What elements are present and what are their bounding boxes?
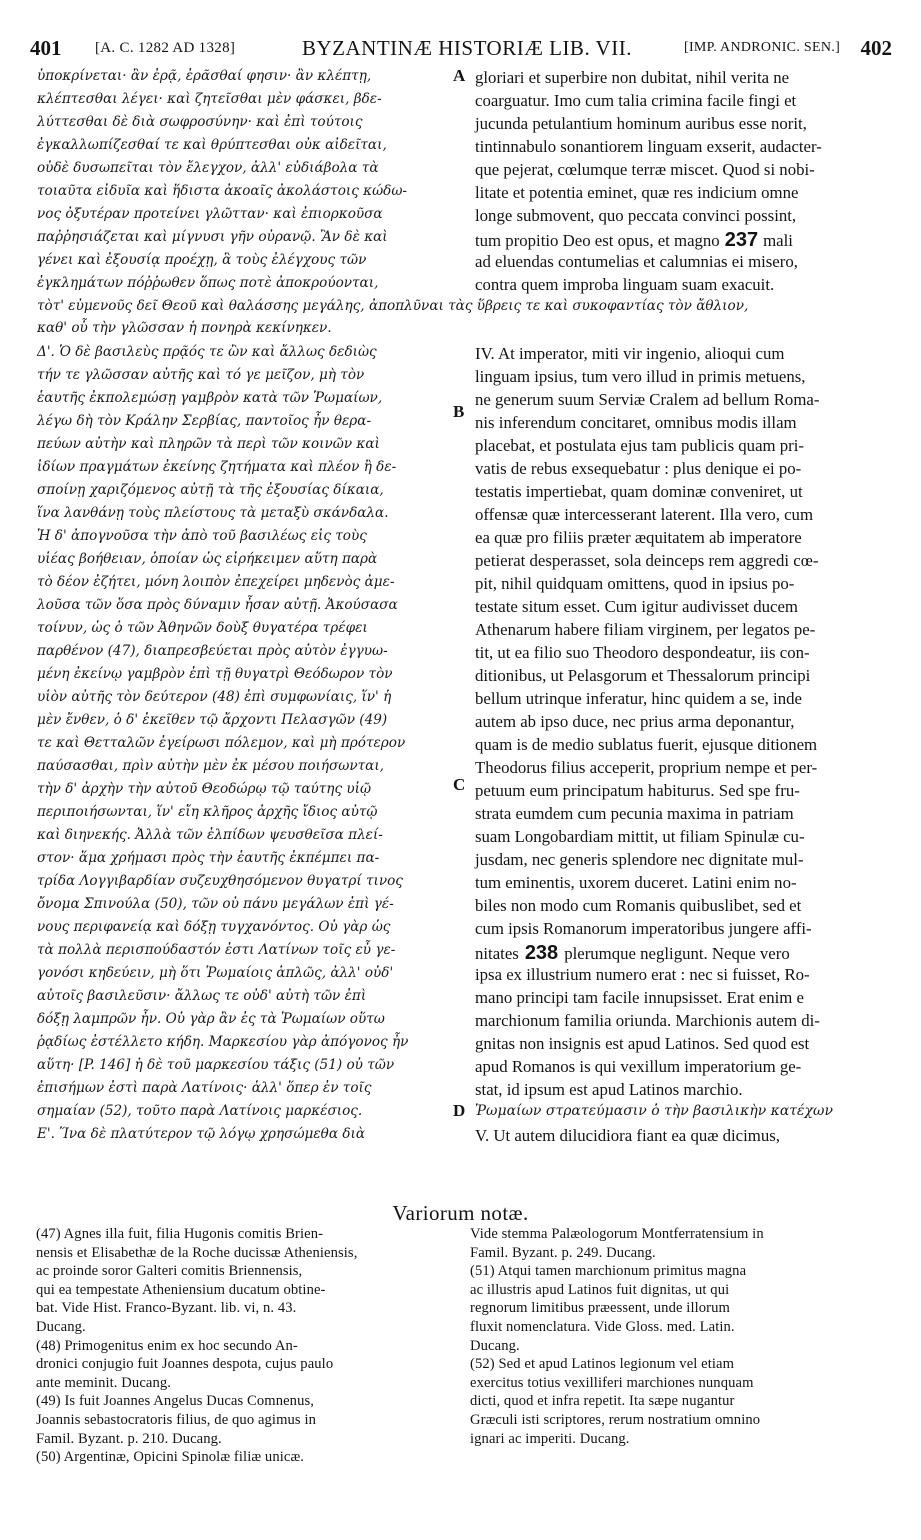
running-header xyxy=(30,34,892,66)
footnote-line: Ducang. xyxy=(470,1337,520,1354)
footnote-line: dicti, quod et infra repetit. Ita sæpe nugantur xyxy=(470,1393,735,1410)
greek-line: τοίνυν, ὡς ὁ τῶν Ἀθηνῶν δοὺξ θυγατέρα τρέφει xyxy=(37,620,368,636)
greek-line: υἱέας βοήθειαν, ὁποίαν ὡς εἰρήκειμεν αὕτη παρὰ xyxy=(37,551,378,567)
notes-left-column xyxy=(36,1226,456,1526)
greek-line: σποίνῃ χαριζόμενος αὐτῇ τὰ τῆς ἐξουσίας δίκαια, xyxy=(37,482,384,498)
greek-line: αὐτοῖς βασιλεῦσιν· ἄλλως τε οὐδ' αὐτὴ τῶν ἐπὶ xyxy=(37,988,367,1004)
year-range: [A. C. 1282 AD 1328] xyxy=(95,40,236,56)
latin-line: gloriari et superbire non dubitat, nihil verita ne xyxy=(475,68,790,87)
greek-line: τὴν δ' ἀρχὴν τὴν αὐτοῦ Θεοδώρῳ τῷ ταύτης υἱῷ xyxy=(37,781,372,797)
latin-text-column xyxy=(475,68,893,1198)
full-width-line: καθ' οὗ τὴν γλῶσσαν ἡ πονηρὰ κεκίνηκεν. xyxy=(37,320,332,336)
greek-line: τε καὶ Θετταλῶν ἐγείρωσι πόλεμον, καὶ μὴ πρότερον xyxy=(37,735,406,751)
greek-line: τρίδα Λογγιβαρδίαν συζευχθησόμενον θυγατρί τινος xyxy=(37,873,403,889)
footnote-line: Joannis sebastocratoris filius, de quo agimus in xyxy=(36,1412,317,1428)
latin-line: tintinnabulo sonantiorem linguam exserit, audacter- xyxy=(475,137,822,156)
greek-line: πεύων αὐτὴν καὶ πληρῶν τὰ περὶ τῶν κοινῶν καὶ xyxy=(37,436,380,452)
latin-line xyxy=(475,229,793,252)
greek-line: μὲν ἔνθεν, ὁ δ' ἐκεῖθεν τῷ ἄρχοντι Πελασγῶν (49) xyxy=(37,712,388,728)
footnote-line: exercitus totius vexilliferi marchiones nunquam xyxy=(470,1374,754,1391)
greek-line: γονόσι κηδεύειν, μὴ ὅτι Ῥωμαίοις ἁπλῶς, ἀλλ' οὐδ' xyxy=(37,965,394,981)
footnote-line: bat. Vide Hist. Franco-Byzant. lib. vi, n. 43. xyxy=(36,1300,297,1317)
latin-line: gnitas non insignis est apud Latinos. Sed quod est xyxy=(475,1034,810,1053)
page-number-left: 401 xyxy=(30,36,62,60)
greek-line: τοιαῦτα εἰδυῖα καὶ ἥδιστα ἀκοαῖς ἀκολάστοις κώδω- xyxy=(37,183,408,199)
greek-line: παύσασθαι, πρὶν αὐτὴν μὲν ἐκ μέσου ποιήσωνται, xyxy=(37,758,384,774)
margin-letter-c: C xyxy=(453,775,466,794)
latin-line: stat, id ipsum est apud Latinos marchio. xyxy=(475,1080,743,1099)
footnote-line: (51) Atqui tamen marchionum primitus magna xyxy=(470,1263,747,1280)
latin-line: bellum utrinque inferatur, hinc quidem a se, inde xyxy=(475,689,802,708)
greek-line: στον· ἅμα χρήμασι πρὸς τὴν ἑαυτῆς ἐκπέμπει πα- xyxy=(37,850,380,866)
greek-line: μένη ἐκείνῳ γαμβρὸν ἐπὶ τῇ θυγατρὶ Θεόδωρον τὸν xyxy=(37,666,393,682)
footnote-line: nensis et Elisabethæ de la Roche ducissæ Atheniensis, xyxy=(36,1244,358,1261)
greek-line: ἐπισήμων ἐστὶ παρὰ Λατίνοις· ἀλλ' ὅπερ ἐν τοῖς xyxy=(37,1080,372,1096)
latin-line: mano principi tam facile innupsisset. Erat enim e xyxy=(475,988,805,1007)
greek-line: νος ὀξυτέραν προτείνει γλῶτταν· καὶ ἐπιορκοῦσα xyxy=(37,206,383,222)
greek-line: ἰδίων πραγμάτων ἐκείνης ζητήματα καὶ πλέον ἢ δε- xyxy=(37,459,397,475)
page-number-right: 402 xyxy=(860,36,892,60)
latin-line: linguam ipsius, tum vero illud in primis metuens, xyxy=(475,367,806,386)
latin-line: tum eminentis, uxorem duceret. Latini enim no- xyxy=(475,873,797,892)
full-width-greek xyxy=(37,298,897,346)
latin-line: longe submovent, quo peccata convinci possint, xyxy=(475,206,797,225)
footnote-line: ac proinde soror Galteri comitis Briennensis, xyxy=(36,1263,303,1280)
greek-text-column xyxy=(37,68,453,1198)
footnote-line: ignari ac imperiti. Ducang. xyxy=(470,1430,630,1447)
footnote-line: Græculi isti scriptores, rerum nostratium omnino xyxy=(470,1412,761,1428)
latin-line: testatis impertiebat, quam dominæ conveniret, ut xyxy=(475,482,803,501)
greek-line: Δ'. Ὁ δὲ βασιλεὺς πρᾷός τε ὢν καὶ ἄλλως δεδιὼς xyxy=(37,344,377,360)
footnote-line: qui ea tempestate Atheniensium ducatum obtine- xyxy=(36,1281,326,1298)
greek-line: περιποιήσωνται, ἵν' εἴη κλῆρος ἀρχῆς ἴδιος αὐτῷ xyxy=(37,804,378,820)
footnote-line: Ducang. xyxy=(36,1319,86,1335)
latin-line: jusdam, nec generis splendore nec dignitate mul- xyxy=(475,850,804,869)
footnote-line: fluxit nomenclatura. Vide Gloss. med. Latin. xyxy=(470,1319,735,1335)
greek-line: υἱὸν αὐτῆς τὸν δεύτερον (48) ἐπὶ συμφωνίαις, ἵν' ἡ xyxy=(37,689,392,705)
latin-line: apud Romanos is qui vexillum imperatorium ge- xyxy=(475,1057,802,1076)
greek-line: ἵνα λανθάνῃ τοὺς πλείστους τὰ μεταξὺ σκάνδαλα. xyxy=(37,505,389,521)
greek-line: Ἡ δ' ἀπογνοῦσα τὴν ἀπὸ τοῦ βασιλέως εἰς τοὺς xyxy=(37,528,367,544)
greek-line: ὄνομα Σπινούλα (50), τῶν οὐ πάνυ μεγάλων ἐπὶ γέ- xyxy=(37,896,394,912)
latin-line: nis inferendum concitaret, omnibus modis illam xyxy=(475,413,797,432)
greek-line: τὸ δέον ἐζήτει, μόνη λοιπὸν ἐπεχείρει μηδενὸς ἀμε- xyxy=(37,574,395,590)
greek-line: ἑαυτῆς ἐκπολεμώσῃ γαμβρὸν κατὰ τῶν Ῥωμαίων, xyxy=(37,390,383,406)
greek-line: γένει καὶ ἐξουσίᾳ προέχῃ, ἃ τοὺς ἐλέγχους τῶν xyxy=(37,252,367,268)
latin-line: marchionum familia oriunda. Marchionis autem di- xyxy=(475,1011,820,1030)
greek-line: παῤῥησιάζεται καὶ μίγνυσι γῆν οὐρανῷ. Ἂν δὲ καὶ xyxy=(37,229,388,245)
footnote-line: Vide stemma Palæologorum Montferratensium in xyxy=(470,1226,764,1242)
latin-line: litate et potentia eminet, quæ res indicium omne xyxy=(475,183,799,202)
latin-line: petuum eum principatum habiturus. Sed spe fru- xyxy=(475,781,800,800)
margin-letter-a: A xyxy=(453,66,466,85)
latin-line: pit, nihil quidquam omittens, quod in ipsius po- xyxy=(475,574,795,593)
latin-line: contra quem improba linguam suam exacuit. xyxy=(475,275,775,294)
latin-line: ne generum suum Serviæ Cralem ad bellum Roma- xyxy=(475,390,820,409)
latin-line: ad eluendas contumelias et calumnias ei misero, xyxy=(475,252,798,271)
page-marker-238: 238 xyxy=(524,942,559,964)
latin-line: cum ipsis Romanorum imperatoribus jungere affi- xyxy=(475,919,812,938)
latin-line-text: tum propitio Deo est opus, et magno xyxy=(475,231,720,250)
latin-line: coarguatur. Imo cum talia crimina facile fingi et xyxy=(475,91,797,110)
notes-right-column xyxy=(470,1226,895,1526)
latin-line xyxy=(475,942,790,965)
greek-line: καὶ διηνεκής. Ἀλλὰ τῶν ἐλπίδων ψευσθεῖσα πλεί- xyxy=(37,827,383,843)
footnote-line: (47) Agnes illa fuit, filia Hugonis comitis Brien- xyxy=(36,1226,324,1242)
latin-line-text: mali xyxy=(763,231,793,250)
greek-line: κλέπτεσθαι λέγει· καὶ ζητεῖσθαι μὲν φάσκει, βδε- xyxy=(37,91,382,107)
latin-line: ditionibus, ut Pelasgorum et Thessalorum principi xyxy=(475,666,811,685)
margin-letter-d: D xyxy=(453,1101,466,1120)
latin-line-text: nitates xyxy=(475,944,519,963)
latin-line: IV. At imperator, miti vir ingenio, alioqui cum xyxy=(475,344,785,363)
latin-line: suam Longobardiam mittit, ut filiam Spinulæ cu- xyxy=(475,827,805,846)
latin-line: placebat, et postulata ejus tam publicis quam pri- xyxy=(475,436,805,455)
greek-line: λέγω δὴ τὸν Κράλην Σερβίας, παντοῖος ἦν θερα- xyxy=(37,413,372,429)
margin-letter-b: B xyxy=(453,402,465,421)
greek-line: ἐγκλημάτων πόῤῥωθεν ὅπως ποτὲ ἀποκρούονται, xyxy=(37,275,379,291)
latin-line: tit, ut ea filio suo Theodoro despondeatur, iis con- xyxy=(475,643,810,662)
greek-line: ἐγκαλλωπίζεσθαί τε καὶ θρύπτεσθαι οὐκ αἰδεῖται, xyxy=(37,137,387,153)
latin-line: testate situm esset. Cum igitur audivisset ducem xyxy=(475,597,798,616)
latin-line: autem ab ipso duce, nec prius arma deponantur, xyxy=(475,712,795,731)
footnote-line: dronici conjugio fuit Joannes despota, cujus paulo xyxy=(36,1356,334,1373)
greek-line: οὐδὲ δυσωπεῖται τὸν ἔλεγχον, ἀλλ' εὐδιάβολα τὰ xyxy=(37,160,379,176)
full-width-line: τὸτ' εὐμενοῦς δεῖ Θεοῦ καὶ θαλάσσης μεγάλης, ἀποπλῦναι τὰς ὕβρεις τε καὶ συκοφαντίας τὸν ἄθλιον, xyxy=(37,298,749,314)
latin-line: strata eumdem cum pecunia maxima in patriam xyxy=(475,804,794,823)
footnote-line: (49) Is fuit Joannes Angelus Ducas Comnenus, xyxy=(36,1393,314,1410)
latin-line: Theodorus filius acceperit, proprium nempe et per- xyxy=(475,758,818,777)
latin-line: ea quæ pro filiis præter æquitatem ab imperatore xyxy=(475,528,802,547)
footnote-line: Famil. Byzant. p. 249. Ducang. xyxy=(470,1244,656,1261)
greek-line: Ε'. Ἵνα δὲ πλατύτερον τῷ λόγῳ χρησώμεθα διὰ xyxy=(37,1126,366,1142)
latin-line: ipsa ex illustrium numero erat : nec si fuisset, Ro- xyxy=(475,965,810,984)
reign-label: [IMP. ANDRONIC. SEN.] xyxy=(684,40,841,55)
greek-line: λοῦσα τῶν ὅσα πρὸς δύναμιν ἦσαν αὐτῇ. Ἀκούσασα xyxy=(37,597,398,613)
latin-line: petierat desperasset, sola deinceps rem aggredi cœ- xyxy=(475,551,819,570)
latin-line: que pejerat, cœlumque terræ miscet. Quod si nobi- xyxy=(475,160,815,179)
latin-line: offensæ quæ intercesserant laterent. Illa vero, cum xyxy=(475,505,813,524)
greek-line: νους περιφανείᾳ καὶ δόξῃ τυγχανόντος. Οὐ γὰρ ὡς xyxy=(37,919,391,935)
latin-line: jucunda petulantium hominum auribus esse norit, xyxy=(475,114,807,133)
latin-line: vatis de rebus exsequebatur : plus denique ei po- xyxy=(475,459,802,478)
footnote-line: regnorum limitibus præessent, unde illorum xyxy=(470,1300,730,1317)
greek-line: τήν τε γλῶσσαν αὐτῆς καὶ τό γε μεῖζον, μὴ τὸν xyxy=(37,367,365,383)
greek-line: παρθένον (47), διαπρεσβεύεται πρὸς αὐτὸν ἐγγυω- xyxy=(37,643,388,659)
greek-line: ὑποκρίνεται· ἂν ἐρᾷ, ἐρᾶσθαί φησιν· ἂν κλέπτῃ, xyxy=(37,68,372,84)
greek-line: σημαίαν (52), τοῦτο παρὰ Λατίνοις μαρκέσιος. xyxy=(37,1103,363,1119)
latin-line: biles non modo cum Romanis quibuslibet, sed et xyxy=(475,896,802,915)
footnote-line: ante meminit. Ducang. xyxy=(36,1374,172,1391)
latin-line: quam is de medio sublatus fuerit, ejusque ditionem xyxy=(475,735,818,754)
latin-line: V. Ut autem dilucidiora fiant ea quæ dicimus, xyxy=(475,1126,780,1145)
page-marker-237: 237 xyxy=(724,229,759,251)
greek-line: δόξῃ λαμπρῶν ἦν. Οὐ γὰρ ἂν ἐς τὰ Ῥωμαίων οὕτω xyxy=(37,1011,385,1027)
greek-line: λύττεσθαι δὲ διὰ σωφροσύνην· καὶ ἐπὶ τούτοις xyxy=(37,114,363,130)
footnote-line: Famil. Byzant. p. 210. Ducang. xyxy=(36,1430,222,1447)
greek-line: ῥᾳδίως ἐστέλλετο κήδη. Μαρκεσίου γὰρ ἀπόγονος ἦν xyxy=(37,1034,409,1050)
variorum-notes-title: Variorum notæ. xyxy=(392,1201,529,1225)
footnote-line: (52) Sed et apud Latinos legionum vel etiam xyxy=(470,1356,735,1373)
footnote-line: ac illustris apud Latinos fuit dignitas, ut qui xyxy=(470,1281,730,1298)
latin-line-text: plerumque negligunt. Neque vero xyxy=(564,944,790,963)
latin-line: Athenarum habere filiam virginem, per legatos pe- xyxy=(475,620,816,639)
book-title: BYZANTINÆ HISTORIÆ LIB. VII. xyxy=(302,36,632,60)
footnote-line: (48) Primogenitus enim ex hoc secundo An- xyxy=(36,1337,298,1354)
footnote-line: (50) Argentinæ, Opicini Spinolæ filiæ unicæ. xyxy=(36,1449,305,1466)
greek-line-in-latin-column: Ῥωμαίων στρατεύμασιν ὁ τὴν βασιλικὴν κατέχων xyxy=(475,1103,833,1119)
greek-line: αὕτη· [P. 146] ἡ δὲ τοῦ μαρκεσίου τάξις (51) οὐ τῶν xyxy=(37,1057,395,1073)
greek-line: τὰ πολλὰ περισπούδαστόν ἐστι Λατίνων τοῖς εὖ γε- xyxy=(37,942,396,958)
